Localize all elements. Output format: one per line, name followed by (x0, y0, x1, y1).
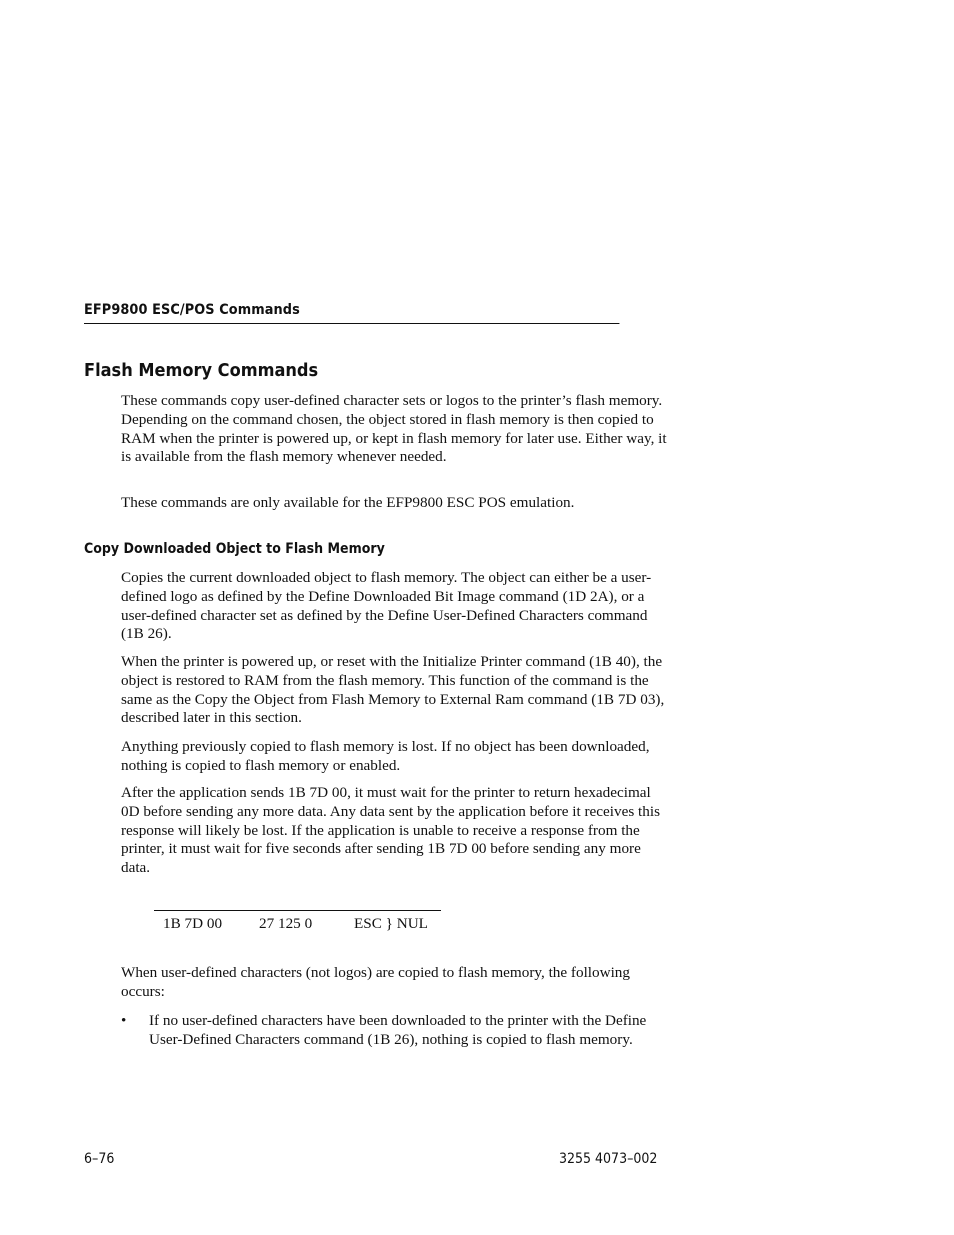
bullet-marker: • (121, 1012, 127, 1029)
command-table (154, 910, 441, 932)
intro-paragraph: These commands copy user-defined character sets or logos to the printer’s flash memory. Depending on the command chosen, the object stored in flash memory is then copied to RAM when the printer is powered up, or kept in flash memory for later use. Either way, it is available from the flash memory whenever needed. (121, 392, 667, 466)
command-decimal: 27 125 0 (259, 915, 313, 932)
command-hex: 1B 7D 00 (163, 915, 223, 932)
subsection-title: Copy Downloaded Object to Flash Memory (84, 541, 385, 557)
availability-paragraph: These commands are only available for the EFP9800 ESC POS emulation. (121, 494, 575, 511)
page-number: 6–76 (84, 1151, 115, 1167)
running-header: EFP9800 ESC/POS Commands (84, 302, 619, 324)
characters-paragraph: When user-defined characters (not logos) are copied to flash memory, the following occurs: (121, 964, 630, 1000)
description-paragraph: Copies the current downloaded object to flash memory. The object can either be a user-defined logo as defined by the Define Downloaded Bit Image command (1D 2A), or a user-defined character set as defined by the Define User-Defined Characters command (1B 26). (121, 569, 652, 643)
overwrite-paragraph: Anything previously copied to flash memory is lost. If no object has been downloaded, nothing is copied to flash memory or enabled. (121, 738, 650, 774)
bullet-item: If no user-defined characters have been downloaded to the printer with the Define User-Defined Characters command (1B 26), nothing is copied to flash memory. (149, 1012, 647, 1048)
wait-paragraph: After the application sends 1B 7D 00, it must wait for the printer to return hexadecimal 0D before sending any more data. Any data sent by the application before it receives this response will likely be lost. If the application is unable to receive a response from the printer, it must wait for five seconds after sending 1B 7D 00 before sending any more data. (121, 784, 660, 877)
powerup-paragraph: When the printer is powered up, or reset with the Initialize Printer command (1B 40), the object is restored to RAM from the flash memory. This function of the command is the same as the Copy the Object from Flash Memory to External Ram command (1B 7D 03), described later in this section. (121, 653, 665, 727)
command-ascii: ESC } NUL (354, 915, 428, 932)
section-title: Flash Memory Commands (84, 360, 319, 381)
document-number: 3255 4073–002 (558, 1151, 657, 1167)
